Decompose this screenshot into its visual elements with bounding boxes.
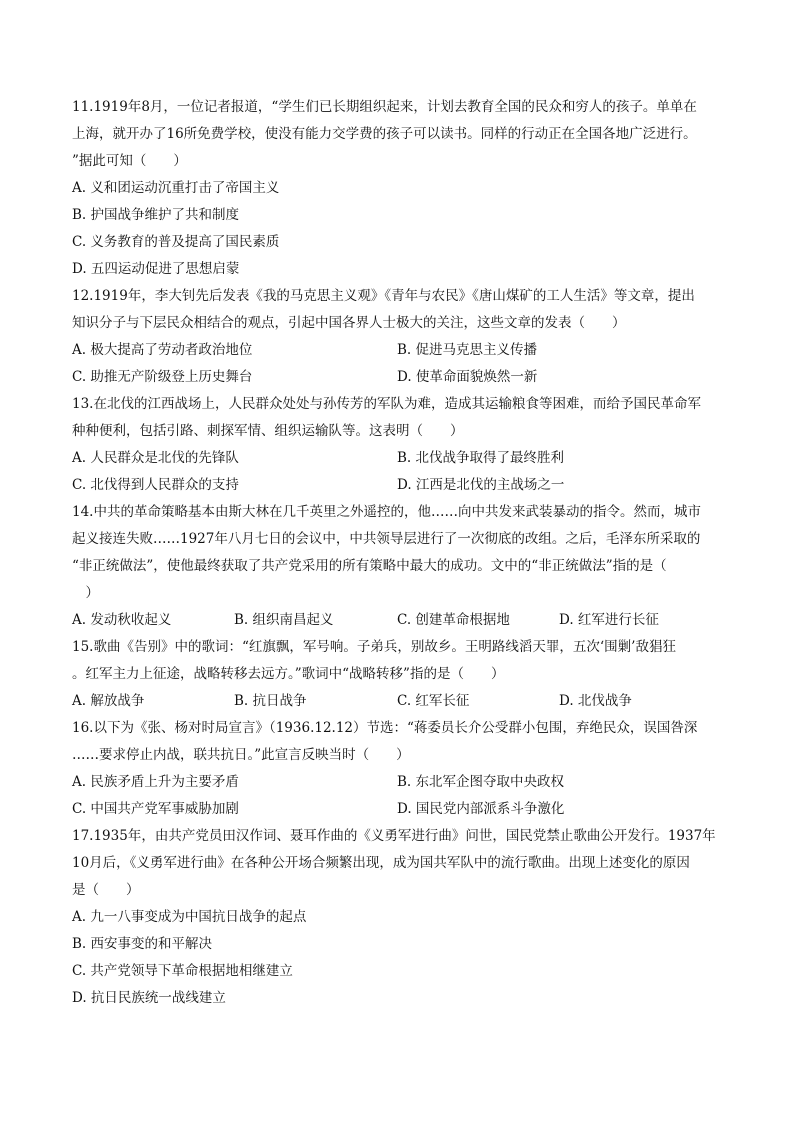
question-13-option-a: A. 人民群众是北伐的先锋队: [72, 450, 239, 466]
question-17: [72, 823, 722, 1012]
question-16-option-d: D. 国民党内部派系斗争激化: [397, 801, 565, 817]
question-17-option-d: D. 抗日民族统一战线建立: [72, 990, 226, 1006]
question-15-option-d: D. 北伐战争: [559, 693, 632, 709]
question-12-options-row-2: [72, 364, 722, 391]
question-17-stem-line-2: 10月后，《义勇军进行曲》在各种公开场合频繁出现，成为国共军队中的流行歌曲。出现上述变化的原因: [72, 855, 690, 871]
question-14-option-d: D. 红军进行长征: [559, 612, 659, 628]
question-13-option-c: C. 北伐得到人民群众的支持: [72, 477, 239, 493]
question-14-stem-line-2: 起义接连失败……1927年八月七日的会议中，中共领导层进行了一次彻底的改组。之后，毛泽东所采取的: [72, 531, 701, 547]
question-list: [72, 94, 722, 1012]
question-11-option-c: C. 义务教育的普及提高了国民素质: [72, 234, 280, 250]
question-16: [72, 715, 722, 823]
question-12-option-a: A. 极大提高了劳动者政治地位: [72, 342, 253, 358]
question-16-options-row-1: [72, 769, 722, 796]
question-13-option-b: B. 北伐战争取得了最终胜利: [397, 450, 565, 466]
question-17-stem-line-3: 是（ ）: [72, 882, 140, 898]
question-11-option-b: B. 护国战争维护了共和制度: [72, 207, 240, 223]
question-13: [72, 391, 722, 499]
question-15: [72, 634, 722, 715]
question-15-option-a: A. 解放战争: [72, 693, 145, 709]
question-17-option-a: A. 九一八事变成为中国抗日战争的起点: [72, 909, 307, 925]
question-12: [72, 283, 722, 391]
question-14-option-c: C. 创建革命根据地: [397, 612, 510, 628]
question-15-option-b: B. 抗日战争: [234, 693, 307, 709]
question-16-stem-line-2: ……要求停止内战，联共抗日。”此宣言反映当时（ ）: [72, 747, 410, 763]
question-13-stem-line-1: 13.在北伐的江西战场上，人民群众处处与孙传芳的军队为难，造成其运输粮食等困难，而给予国民革命军: [72, 396, 701, 412]
question-17-option-b: B. 西安事变的和平解决: [72, 936, 213, 952]
question-15-option-c: C. 红军长征: [397, 693, 470, 709]
question-15-stem-line-2: 。红军主力上征途，战略转移去远方。”歌词中“战略转移”指的是（ ）: [72, 666, 505, 682]
question-15-stem-line-1: 15.歌曲《告别》中的歌词：“红旗飘，军号响。子弟兵，别故乡。王明路线滔天罪，五次‘围剿’敌猖狂: [72, 639, 676, 655]
question-12-option-b: B. 促进马克思主义传播: [397, 342, 538, 358]
question-13-options-row-2: [72, 472, 722, 499]
question-11: [72, 94, 722, 283]
question-14-stem-line-3: “非正统做法”，使他最终获取了共产党采用的所有策略中最大的成功。文中的“非正统做法”指的是（: [72, 558, 667, 574]
question-13-options-row-1: [72, 445, 722, 472]
question-12-option-c: C. 助推无产阶级登上历史舞台: [72, 369, 253, 385]
question-14-option-a: A. 发动秋收起义: [72, 612, 172, 628]
question-16-options-row-2: [72, 796, 722, 823]
question-14-option-b: B. 组织南昌起义: [234, 612, 334, 628]
question-16-option-c: C. 中国共产党军事威胁加剧: [72, 801, 239, 817]
question-15-options-row: [72, 688, 722, 715]
question-14-stem-line-1: 14.中共的革命策略基本由斯大林在几千英里之外遥控的，他……向中共发来武装暴动的指令。然而，城市: [72, 504, 701, 520]
question-16-option-a: A. 民族矛盾上升为主要矛盾: [72, 774, 239, 790]
question-14: [72, 499, 722, 634]
question-11-option-d: D. 五四运动促进了思想启蒙: [72, 261, 240, 277]
question-11-stem-line-3: ”据此可知（ ）: [72, 153, 187, 169]
question-17-stem-line-1: 17.1935年，由共产党员田汉作词、聂耳作曲的《义勇军进行曲》问世，国民党禁止歌曲公开发行。1937年: [72, 828, 716, 844]
question-11-stem-line-2: 上海，就开办了16所免费学校，使没有能力交学费的孩子可以读书。同样的行动正在全国各地广泛进行。: [72, 126, 697, 142]
question-16-option-b: B. 东北军企图夺取中央政权: [397, 774, 565, 790]
question-13-stem-line-2: 种种便利，包括引路、刺探军情、组织运输队等。这表明（ ）: [72, 423, 464, 439]
question-11-stem-line-1: 11.1919年8月，一位记者报道，“学生们已长期组织起来，计划去教育全国的民众和穷人的孩子。单单在: [72, 99, 697, 115]
question-12-stem-line-2: 知识分子与下层民众相结合的观点，引起中国各界人士极大的关注，这些文章的发表（ ）: [72, 315, 626, 331]
question-12-option-d: D. 使革命面貌焕然一新: [397, 369, 538, 385]
question-14-stem-line-4: ）: [72, 585, 99, 601]
question-13-option-d: D. 江西是北伐的主战场之一: [397, 477, 565, 493]
question-12-stem-line-1: 12.1919年，李大钊先后发表《我的马克思主义观》《青年与农民》《唐山煤矿的工人生活》等文章，提出: [72, 288, 695, 304]
question-17-option-c: C. 共产党领导下革命根据地相继建立: [72, 963, 293, 979]
question-14-options-row: [72, 607, 722, 634]
question-12-options-row-1: [72, 337, 722, 364]
question-11-option-a: A. 义和团运动沉重打击了帝国主义: [72, 180, 280, 196]
question-16-stem-line-1: 16.以下为《张、杨对时局宣言》（1936.12.12）节选：“蒋委员长介公受群小包围，弃绝民众，误国咎深: [72, 720, 698, 736]
